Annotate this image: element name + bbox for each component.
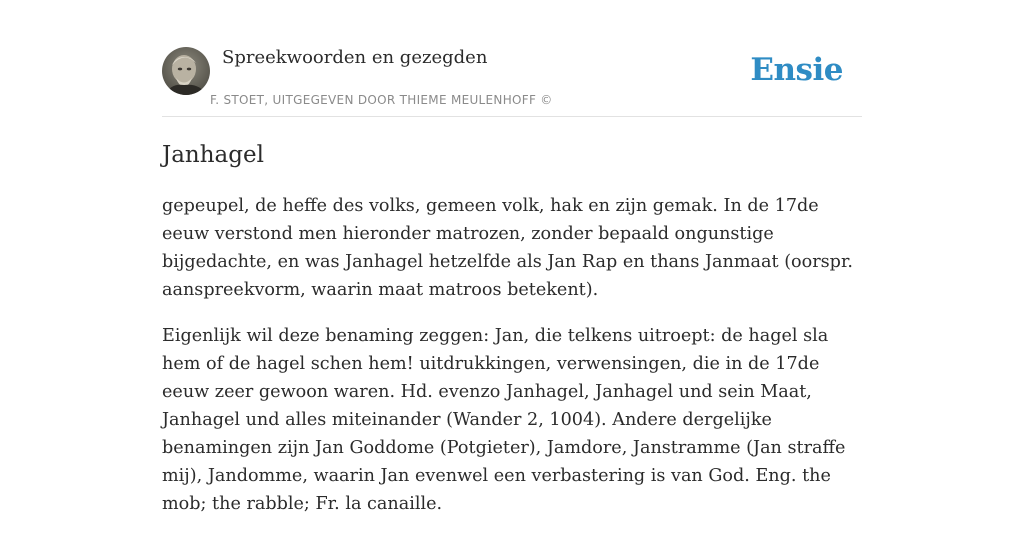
entry-body bbox=[162, 192, 864, 536]
portrait-icon bbox=[162, 47, 210, 95]
entry-paragraph: gepeupel, de heffe des volks, gemeen volk, hak en zijn gemak. In de 17de eeuw verstond men hieronder matrozen, zonder bepaald ongunstige bijgedachte, en was Janhagel hetzelfde als Jan Rap en thans Janmaat (oorspr. aanspreekvorm, waarin maat matroos betekent). bbox=[162, 196, 854, 300]
source-title[interactable]: Spreekwoorden en gezegden bbox=[222, 47, 488, 68]
page bbox=[162, 0, 862, 514]
entry-title: Janhagel bbox=[162, 142, 264, 168]
source-credit: F. STOET, UITGEGEVEN DOOR THIEME MEULENHOFF © bbox=[210, 93, 553, 107]
entry-paragraph: Eigenlijk wil deze benaming zeggen: Jan, die telkens uitroept: de hagel sla hem of de hagel schen hem! uitdrukkingen, verwensingen, die in de 17de eeuw zeer gewoon waren. Hd. evenzo Janhagel, Janhagel und sein Maat, Janhagel und alles miteinander (Wander 2, 1004). Andere dergelijke benamingen zijn Jan Goddome (Potgieter), Jamdore, Janstramme (Jan straffe mij), Jandomme, waarin Jan evenwel een verbastering is van God. Eng. the mob; the rabble; Fr. la canaille. bbox=[162, 326, 846, 514]
ensie-logo[interactable]: Ensie bbox=[750, 52, 843, 88]
author-avatar[interactable] bbox=[162, 47, 210, 95]
source-header bbox=[162, 0, 862, 117]
